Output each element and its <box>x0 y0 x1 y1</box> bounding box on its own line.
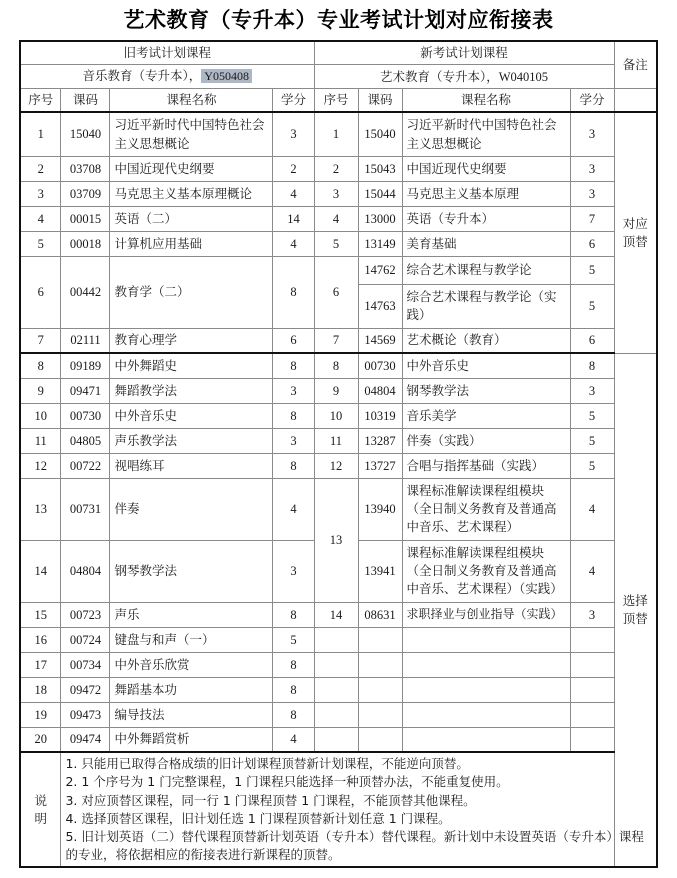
old-credit: 4 <box>273 231 314 256</box>
note-item: 3. 对应顶替区课程，同一行 1 门课程顶替 1 门课程，不能顶替其他课程。 <box>65 792 476 808</box>
new-course: 习近平新时代中国特色社会主义思想概论 <box>402 112 570 156</box>
remark-line-2: 顶替 <box>622 611 648 626</box>
table-row <box>20 206 657 231</box>
old-credit: 4 <box>273 181 314 206</box>
remark-column-header: 备注 <box>614 41 657 89</box>
new-seq-empty <box>314 727 358 752</box>
new-course: 合唱与指挥基础（实践） <box>402 453 570 478</box>
old-seq: 6 <box>20 256 61 328</box>
new-code-empty <box>358 652 402 677</box>
new-course: 中国近现代史纲要 <box>402 156 570 181</box>
new-course: 英语（专升本） <box>402 206 570 231</box>
old-code: 09471 <box>61 378 110 403</box>
old-seq: 10 <box>20 403 61 428</box>
new-seq: 4 <box>314 206 358 231</box>
old-seq: 11 <box>20 428 61 453</box>
old-course: 习近平新时代中国特色社会主义思想概论 <box>110 112 273 156</box>
new-course: 课程标准解读课程组模块（全日制义务教育及普通高中音乐、艺术课程）（实践） <box>402 540 570 602</box>
new-course: 音乐美学 <box>402 403 570 428</box>
new-seq: 5 <box>314 231 358 256</box>
new-code-empty <box>358 677 402 702</box>
old-code: 15040 <box>61 112 110 156</box>
new-credit: 3 <box>570 602 614 627</box>
old-seq: 12 <box>20 453 61 478</box>
old-seq: 17 <box>20 652 61 677</box>
old-seq: 19 <box>20 702 61 727</box>
remark-line-2: 顶替 <box>622 235 648 249</box>
old-course: 声乐教学法 <box>110 428 273 453</box>
old-code: 09473 <box>61 702 110 727</box>
new-course-empty <box>402 702 570 727</box>
old-credit: 3 <box>273 112 314 156</box>
new-course-empty <box>402 652 570 677</box>
old-credit: 4 <box>273 727 314 752</box>
old-credit: 14 <box>273 206 314 231</box>
table-row <box>20 627 657 652</box>
table-row <box>20 328 657 353</box>
old-seq: 18 <box>20 677 61 702</box>
old-seq: 14 <box>20 540 61 602</box>
notes-body-cell <box>61 752 657 867</box>
course-mapping-table <box>19 40 658 868</box>
old-code: 09474 <box>61 727 110 752</box>
old-code: 03709 <box>61 181 110 206</box>
table-row <box>20 677 657 702</box>
notes-label-cell <box>20 752 61 867</box>
plan-name-row <box>20 65 657 89</box>
table-row <box>20 156 657 181</box>
old-seq: 9 <box>20 378 61 403</box>
new-credit: 5 <box>570 284 614 328</box>
new-code: 10319 <box>358 403 402 428</box>
old-plan-name: 音乐教育（专升本）， <box>82 69 202 84</box>
new-code: 08631 <box>358 602 402 627</box>
table-row <box>20 112 657 156</box>
new-seq: 6 <box>314 256 358 328</box>
old-credit: 4 <box>273 478 314 540</box>
new-seq: 12 <box>314 453 358 478</box>
old-seq: 15 <box>20 602 61 627</box>
page-title: 艺术教育（专升本）专业考试计划对应衔接表 <box>123 8 554 32</box>
old-seq: 3 <box>20 181 61 206</box>
new-code: 15044 <box>358 181 402 206</box>
note-item: 1. 只能用已取得合格成绩的旧计划课程顶替新计划课程，不能逆向顶替。 <box>65 756 469 772</box>
new-course: 课程标准解读课程组模块（全日制义务教育及普通高中音乐、艺术课程） <box>402 478 570 540</box>
old-course: 中外舞蹈赏析 <box>110 727 273 752</box>
old-course: 编导技法 <box>110 702 273 727</box>
old-credit: 8 <box>273 256 314 328</box>
table-row <box>20 181 657 206</box>
new-credit: 3 <box>570 112 614 156</box>
old-course: 中国近现代史纲要 <box>110 156 273 181</box>
new-course: 马克思主义基本原理 <box>402 181 570 206</box>
table-row <box>20 231 657 256</box>
new-credit: 3 <box>570 181 614 206</box>
old-code: 04805 <box>61 428 110 453</box>
new-credit-empty <box>570 702 614 727</box>
old-credit: 6 <box>273 328 314 353</box>
new-plan-group-header: 新考试计划课程 <box>314 41 614 65</box>
old-credit: 8 <box>273 652 314 677</box>
col-header-new-course: 课程名称 <box>402 89 570 113</box>
old-seq: 13 <box>20 478 61 540</box>
new-code: 13149 <box>358 231 402 256</box>
old-credit: 8 <box>273 702 314 727</box>
new-course: 伴奏（实践） <box>402 428 570 453</box>
col-header-remark-blank <box>614 89 657 113</box>
column-header-row <box>20 89 657 113</box>
new-seq-empty <box>314 702 358 727</box>
old-course: 英语（二） <box>110 206 273 231</box>
old-code: 00018 <box>61 231 110 256</box>
old-course: 教育心理学 <box>110 328 273 353</box>
table-row <box>20 428 657 453</box>
new-course: 艺术概论（教育） <box>402 328 570 353</box>
new-credit: 6 <box>570 328 614 353</box>
old-credit: 3 <box>273 540 314 602</box>
remark-line-1: 选择 <box>622 593 648 608</box>
old-code: 00442 <box>61 256 110 328</box>
old-credit: 8 <box>273 602 314 627</box>
new-credit: 5 <box>570 403 614 428</box>
note-item: 4. 选择顶替区课程，旧计划任选 1 门课程顶替新计划任意 1 门课程。 <box>65 810 451 826</box>
old-seq: 5 <box>20 231 61 256</box>
old-course: 舞蹈教学法 <box>110 378 273 403</box>
old-code: 04804 <box>61 540 110 602</box>
note-item: 2. 1 个序号为 1 门完整课程，1 门课程只能选择一种顶替办法，不能重复使用。 <box>65 774 509 790</box>
notes-row <box>20 752 657 867</box>
old-course: 舞蹈基本功 <box>110 677 273 702</box>
old-credit: 3 <box>273 378 314 403</box>
col-header-new-credit: 学分 <box>570 89 614 113</box>
old-seq: 20 <box>20 727 61 752</box>
notes-label-char-1: 说 <box>34 793 47 808</box>
table-row <box>20 378 657 403</box>
remark-corresponding <box>614 112 657 353</box>
new-seq: 11 <box>314 428 358 453</box>
old-credit: 8 <box>273 353 314 378</box>
new-seq: 7 <box>314 328 358 353</box>
table-row <box>20 403 657 428</box>
new-code-empty <box>358 727 402 752</box>
col-header-new-code: 课码 <box>358 89 402 113</box>
old-course: 伴奏 <box>110 478 273 540</box>
table-row <box>20 478 657 540</box>
old-course: 声乐 <box>110 602 273 627</box>
new-code: 14762 <box>358 256 402 284</box>
new-seq: 8 <box>314 353 358 378</box>
col-header-new-seq: 序号 <box>314 89 358 113</box>
table-row <box>20 453 657 478</box>
new-seq: 13 <box>314 478 358 602</box>
new-seq: 14 <box>314 602 358 627</box>
col-header-old-code: 课码 <box>61 89 110 113</box>
new-credit: 4 <box>570 540 614 602</box>
old-code: 00724 <box>61 627 110 652</box>
new-seq: 2 <box>314 156 358 181</box>
new-credit: 6 <box>570 231 614 256</box>
table-row <box>20 702 657 727</box>
old-course: 中外音乐史 <box>110 403 273 428</box>
table-row <box>20 256 657 284</box>
old-seq: 4 <box>20 206 61 231</box>
old-credit: 8 <box>273 453 314 478</box>
new-course: 求职择业与创业指导（实践） <box>402 602 570 627</box>
new-code: 14569 <box>358 328 402 353</box>
new-course: 综合艺术课程与教学论 <box>402 256 570 284</box>
old-code: 02111 <box>61 328 110 353</box>
new-course-empty <box>402 727 570 752</box>
old-course: 教育学（二） <box>110 256 273 328</box>
old-seq: 2 <box>20 156 61 181</box>
new-credit: 4 <box>570 478 614 540</box>
new-credit-empty <box>570 652 614 677</box>
new-credit: 3 <box>570 156 614 181</box>
old-code: 00734 <box>61 652 110 677</box>
new-seq: 10 <box>314 403 358 428</box>
new-code: 13941 <box>358 540 402 602</box>
new-code: 13287 <box>358 428 402 453</box>
new-course: 中外音乐史 <box>402 353 570 378</box>
old-plan-code-highlight: Y050408 <box>201 69 252 83</box>
new-credit: 5 <box>570 453 614 478</box>
col-header-old-course: 课程名称 <box>110 89 273 113</box>
new-code: 13000 <box>358 206 402 231</box>
new-course: 美育基础 <box>402 231 570 256</box>
old-course: 钢琴教学法 <box>110 540 273 602</box>
new-code: 04804 <box>358 378 402 403</box>
old-seq: 1 <box>20 112 61 156</box>
new-credit: 7 <box>570 206 614 231</box>
new-credit-empty <box>570 727 614 752</box>
table-row <box>20 727 657 752</box>
new-course-empty <box>402 677 570 702</box>
old-code: 00722 <box>61 453 110 478</box>
new-course: 综合艺术课程与教学论（实践） <box>402 284 570 328</box>
col-header-old-credit: 学分 <box>273 89 314 113</box>
new-credit: 5 <box>570 428 614 453</box>
old-plan-name-cell <box>20 65 314 89</box>
old-code: 00731 <box>61 478 110 540</box>
col-header-old-seq: 序号 <box>20 89 61 113</box>
new-code: 13727 <box>358 453 402 478</box>
table-row <box>20 602 657 627</box>
new-code: 15040 <box>358 112 402 156</box>
old-code: 09189 <box>61 353 110 378</box>
new-seq: 9 <box>314 378 358 403</box>
old-credit: 3 <box>273 428 314 453</box>
new-code: 00730 <box>358 353 402 378</box>
old-seq: 8 <box>20 353 61 378</box>
new-seq-empty <box>314 627 358 652</box>
new-plan-name-cell: 艺术教育（专升本），W040105 <box>314 65 614 89</box>
old-credit: 8 <box>273 403 314 428</box>
old-seq: 7 <box>20 328 61 353</box>
new-code: 15043 <box>358 156 402 181</box>
note-item: 5. 旧计划英语（二）替代课程顶替新计划英语（专升本）替代课程。新计划中未设置英语（专升本）课程的专业，将依据相应的衔接表进行新课程的顶替。 <box>65 828 644 862</box>
old-seq: 16 <box>20 627 61 652</box>
old-credit: 2 <box>273 156 314 181</box>
old-code: 00015 <box>61 206 110 231</box>
old-code: 00723 <box>61 602 110 627</box>
new-credit: 5 <box>570 256 614 284</box>
new-seq: 1 <box>314 112 358 156</box>
table-group-header-row <box>20 41 657 65</box>
new-course: 钢琴教学法 <box>402 378 570 403</box>
old-course: 键盘与和声（一） <box>110 627 273 652</box>
new-credit-empty <box>570 677 614 702</box>
table-row <box>20 652 657 677</box>
new-credit: 8 <box>570 353 614 378</box>
new-credit-empty <box>570 627 614 652</box>
old-credit: 8 <box>273 677 314 702</box>
new-code: 13940 <box>358 478 402 540</box>
table-row <box>20 353 657 378</box>
new-code-empty <box>358 702 402 727</box>
remark-line-1: 对应 <box>622 216 648 231</box>
old-code: 03708 <box>61 156 110 181</box>
new-code-empty <box>358 627 402 652</box>
new-seq: 3 <box>314 181 358 206</box>
old-plan-group-header: 旧考试计划课程 <box>20 41 314 65</box>
new-code: 14763 <box>358 284 402 328</box>
new-credit: 3 <box>570 378 614 403</box>
old-code: 09472 <box>61 677 110 702</box>
new-course-empty <box>402 627 570 652</box>
old-course: 马克思主义基本原理概论 <box>110 181 273 206</box>
new-seq-empty <box>314 652 358 677</box>
old-course: 中外音乐欣赏 <box>110 652 273 677</box>
notes-label-char-2: 明 <box>34 811 47 826</box>
new-seq-empty <box>314 677 358 702</box>
old-code: 00730 <box>61 403 110 428</box>
old-credit: 5 <box>273 627 314 652</box>
old-course: 视唱练耳 <box>110 453 273 478</box>
old-course: 中外舞蹈史 <box>110 353 273 378</box>
old-course: 计算机应用基础 <box>110 231 273 256</box>
